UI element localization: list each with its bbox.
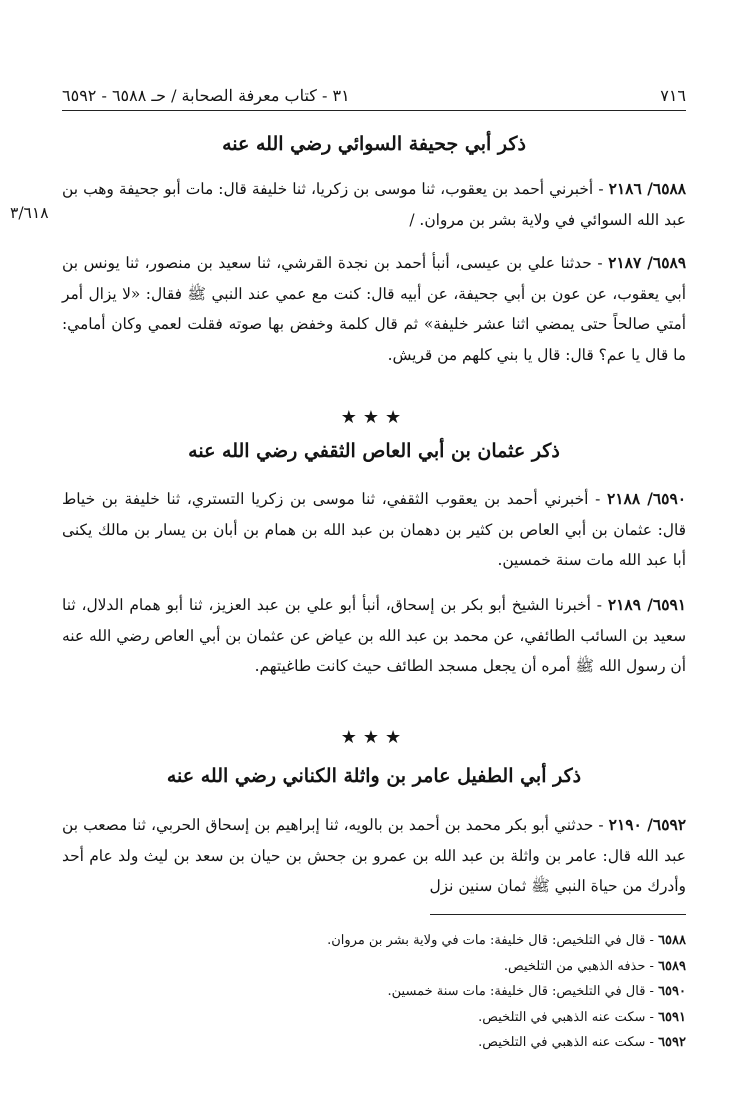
section-title-abu-juhayfa: ذكر أبي جحيفة السوائي رضي الله عنه bbox=[222, 133, 526, 155]
hadith-number: ٦٥٩١/ ٢١٨٩ bbox=[607, 596, 686, 614]
hadith-number: ٦٥٩٠/ ٢١٨٨ bbox=[607, 490, 686, 508]
hadith-text: - أخبرني أحمد بن يعقوب، ثنا موسى بن زكريا، ثنا خليفة قال: مات أبو جحيفة وهب بن عبد الله السوائي في ولاية بشر بن مروان. / bbox=[62, 180, 686, 229]
hadith-text: - أخبرنا الشيخ أبو بكر بن إسحاق، أنبأ أبو علي بن عبد العزيز، ثنا أبو همام الدلال، ثنا سعيد بن السائب الطائفي، عن محمد بن عبد الله بن عياض عن عثمان بن أبي العاص رضي الله عنه أن رسول الله ﷺ أمره أن يجعل مسجد الطائف حيث كانت طاغيتهم. bbox=[62, 596, 686, 675]
footnote-number: ٦٥٩١ bbox=[658, 1009, 686, 1025]
footnote-text: - حذفه الذهبي من التلخيص. bbox=[503, 958, 659, 974]
footnote-rule bbox=[430, 914, 686, 915]
hadith-text: - حدثني أبو بكر محمد بن أحمد بن بالويه، ثنا إبراهيم بن إسحاق الحربي، ثنا مصعب بن عبد الله قال: عامر بن واثلة بن عبد الله بن عمرو بن جحش بن حيان بن سعد بن ليث ولد عام أحد وأدرك من حياة النبي ﷺ ثمان سنين نزل bbox=[62, 816, 686, 895]
hadith-6591 bbox=[62, 590, 686, 682]
hadith-text: - أخبرني أحمد بن يعقوب الثقفي، ثنا موسى بن زكريا التستري، ثنا خليفة بن خياط قال: عثمان بن أبي العاص بن كثير بن دهمان بن عبد الله بن همام بن أبان بن يسار بن مالك يكنى أبا عبد الله مات سنة خمسين. bbox=[62, 490, 686, 569]
margin-reference: ٣/٦١٨ bbox=[10, 204, 49, 222]
footnote-number: ٦٥٩٢ bbox=[658, 1035, 686, 1050]
footnote-text: - قال في التلخيص: قال خليفة: مات سنة خمسين. bbox=[387, 984, 659, 999]
header-rule bbox=[62, 110, 686, 111]
hadith-number: ٦٥٩٢/ ٢١٩٠ bbox=[608, 816, 686, 834]
footnote-number: ٦٥٨٨ bbox=[658, 933, 686, 948]
footnote bbox=[62, 954, 686, 980]
footnote-number: ٦٥٨٩ bbox=[658, 958, 686, 974]
hadith-6589 bbox=[62, 248, 686, 370]
footnotes bbox=[62, 928, 686, 1056]
hadith-6592 bbox=[62, 810, 686, 902]
hadith-6588 bbox=[62, 174, 686, 235]
footnote-text: - سكت عنه الذهبي في التلخيص. bbox=[478, 1009, 659, 1025]
footnote bbox=[62, 928, 686, 954]
running-title: ٣١ - كتاب معرفة الصحابة / حـ ٦٥٨٨ - ٦٥٩٢ bbox=[62, 86, 350, 105]
hadith-number: ٦٥٨٨/ ٢١٨٦ bbox=[608, 180, 686, 198]
footnote-number: ٦٥٩٠ bbox=[658, 984, 686, 999]
running-header bbox=[62, 86, 686, 106]
separator-stars: ★★★ bbox=[340, 407, 408, 428]
footnote bbox=[62, 1030, 686, 1056]
footnote-text: - سكت عنه الذهبي في التلخيص. bbox=[478, 1035, 659, 1050]
hadith-text: - حدثنا علي بن عيسى، أنبأ أحمد بن نجدة القرشي، ثنا سعيد بن منصور، ثنا يونس بن أبي يعقوب، عن عون بن أبي جحيفة، عن أبيه قال: كنت مع عمي عند النبي ﷺ فقال: «لا يزال أمر أمتي صالحاً حتى يمضي اثنا عشر خليفة» ثم قال كلمة وخفض بها صوته فقلت لعمي وكان أمامي: ما قال يا عم؟ قال: قال يا بني كلهم من قريش. bbox=[62, 254, 686, 364]
section-title-uthman: ذكر عثمان بن أبي العاص الثقفي رضي الله عنه bbox=[188, 440, 560, 462]
separator-stars: ★★★ bbox=[340, 727, 408, 748]
section-title-abu-tufayl: ذكر أبي الطفيل عامر بن واثلة الكناني رضي الله عنه bbox=[166, 765, 582, 787]
hadith-6590 bbox=[62, 484, 686, 576]
hadith-number: ٦٥٨٩/ ٢١٨٧ bbox=[608, 254, 686, 272]
footnote bbox=[62, 979, 686, 1005]
footnote-text: - قال في التلخيص: قال خليفة: مات في ولاية بشر بن مروان. bbox=[327, 933, 659, 948]
page-number: ٧١٦ bbox=[660, 86, 686, 105]
footnote bbox=[62, 1005, 686, 1031]
